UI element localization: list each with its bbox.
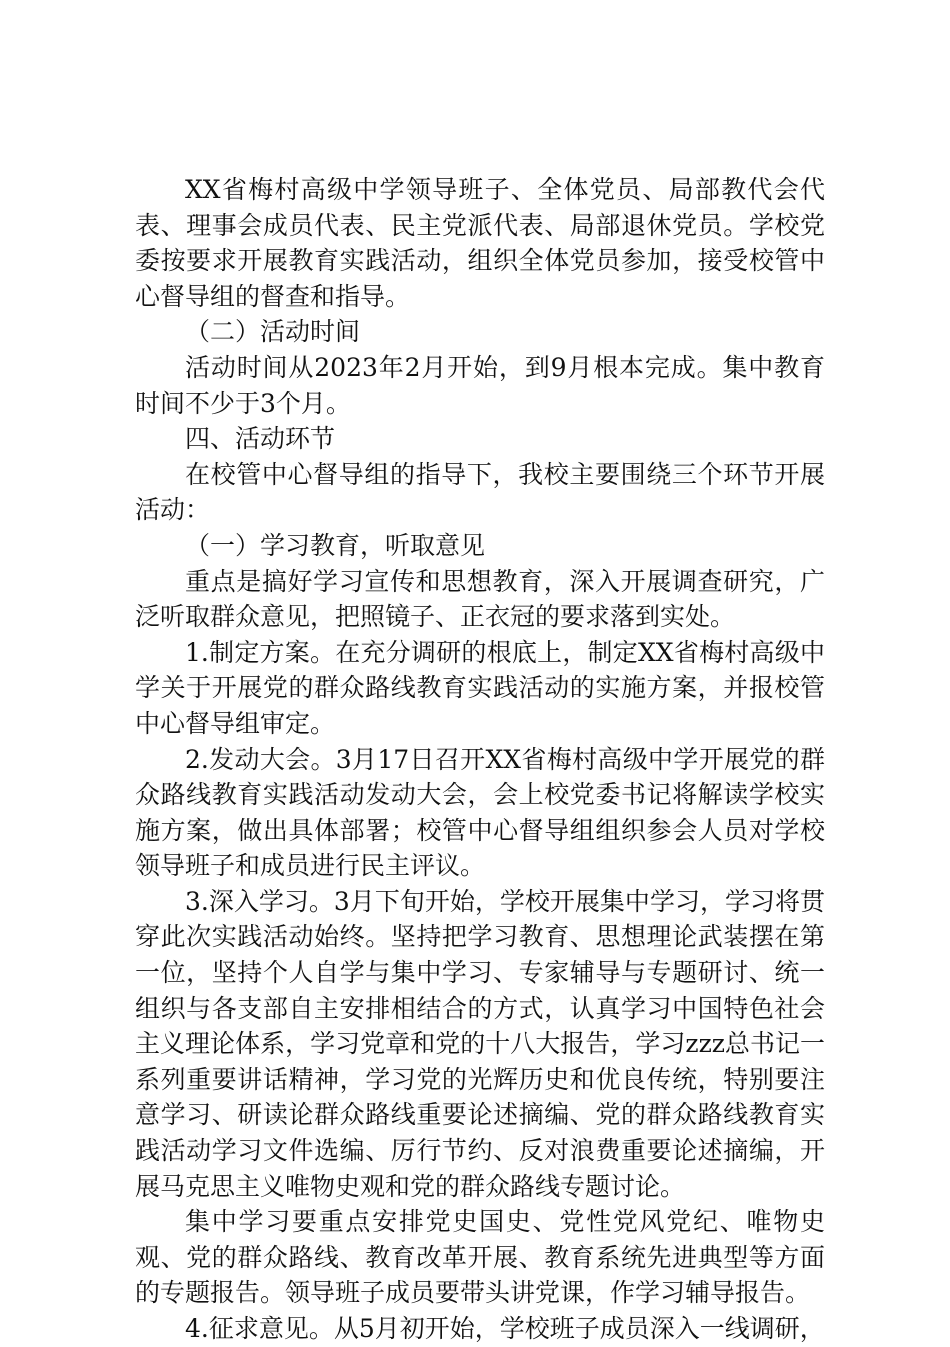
paragraph-item-3-study: 3.深入学习。3月下旬开始，学校开展集中学习，学习将贯穿此次实践活动始终。坚持把学习教育、思想理论武装摆在第一位，坚持个人自学与集中学习、专家辅导与专题研讨、统一组织与各支部自主安排相结合的方式，认真学习中国特色社会主义理论体系，学习党章和党的十八大报告，学习zzz总书记一系列重要讲话精神，学习党的光辉历史和优良传统，特别要注意学习、研读论群众路线重要论述摘编、党的群众路线教育实践活动学习文件选编、厉行节约、反对浪费重要论述摘编，开展马克思主义唯物史观和党的群众路线专题讨论。 (135, 886, 825, 1201)
paragraph-stages-intro: 在校管中心督导组的指导下，我校主要围绕三个环节开展活动： (135, 459, 825, 525)
paragraph-collective-study: 集中学习要重点安排党史国史、党性党风党纪、唯物史观、党的群众路线、教育改革开展、教育系统先进典型等方面的专题报告。领导班子成员要带头讲党课，作学习辅导报告。 (135, 1207, 825, 1308)
paragraph-study-focus: 重点是搞好学习宣传和思想教育，深入开展调查研究，广泛听取群众意见，把照镜子、正衣冠的要求落到实处。 (135, 566, 825, 632)
paragraph-item-2-meeting: 2.发动大会。3月17日召开XX省梅村高级中学开展党的群众路线教育实践活动发动大会，会上校党委书记将解读学校实施方案，做出具体部署；校管中心督导组组织参会人员对学校领导班子和成员进行民主评议。 (135, 744, 825, 881)
heading-study-education: （一）学习教育，听取意见 (185, 530, 486, 560)
heading-activity-stages: 四、活动环节 (185, 424, 336, 454)
paragraph-item-4-opinions: 4.征求意见。从5月初开始，学校班子成员深入一线调研， (185, 1314, 825, 1343)
paragraph-activity-time: 活动时间从2023年2月开始，到9月根本完成。集中教育时间不少于3个月。 (135, 352, 825, 418)
heading-activity-time: （二）活动时间 (185, 317, 361, 347)
document-body (135, 172, 825, 1347)
paragraph-item-1-plan: 1.制定方案。在充分调研的根底上，制定XX省梅村高级中学关于开展党的群众路线教育实践活动的实施方案，并报校管中心督导组审定。 (135, 637, 825, 738)
paragraph-participants: XX省梅村高级中学领导班子、全体党员、局部教代会代表、理事会成员代表、民主党派代表、局部退休党员。学校党委按要求开展教育实践活动，组织全体党员参加，接受校管中心督导组的督查和指导。 (135, 175, 825, 311)
